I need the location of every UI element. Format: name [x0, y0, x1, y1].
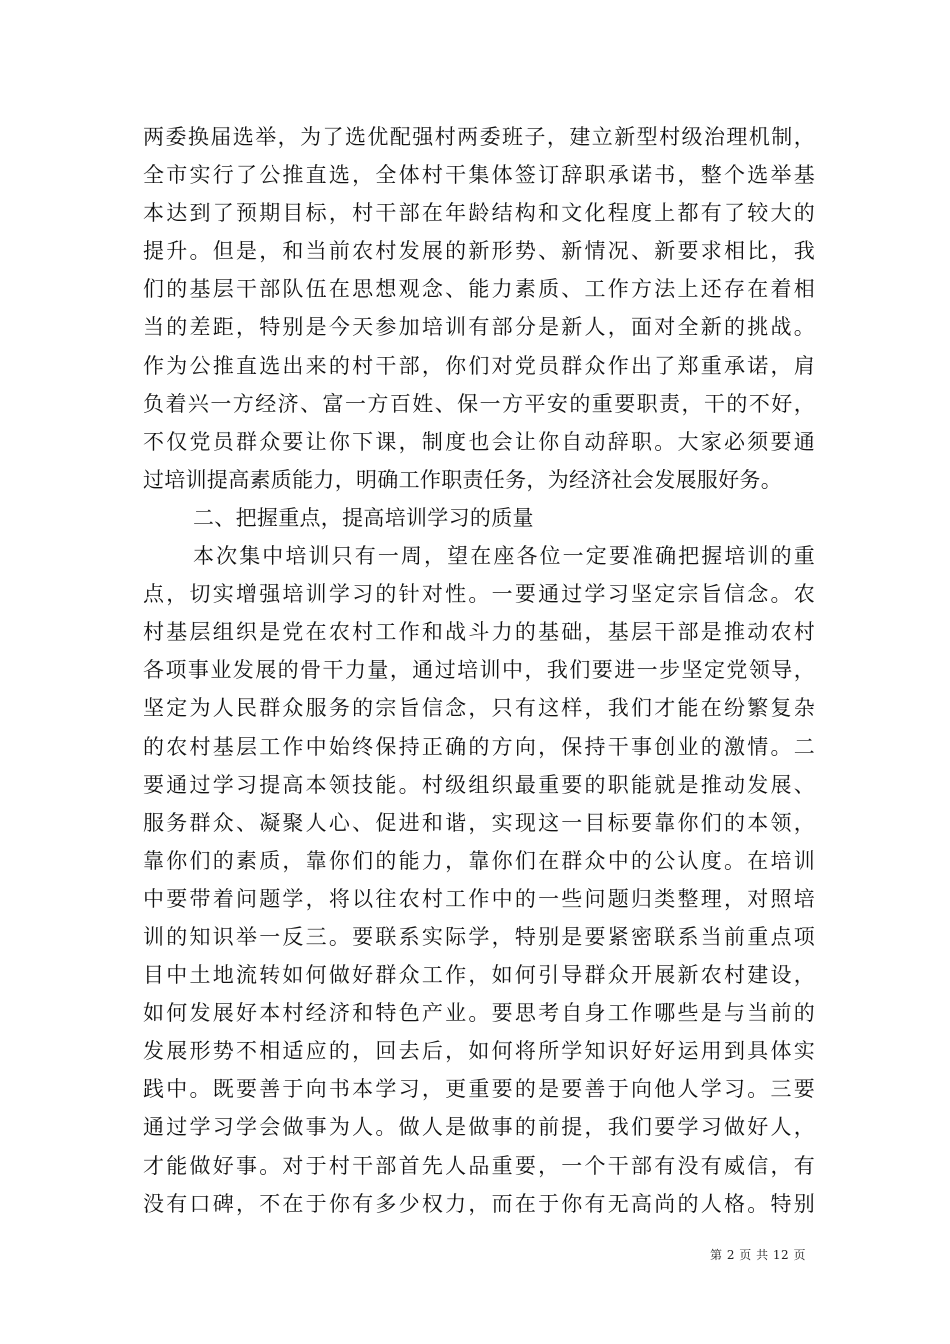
text-line: 本达到了预期目标，村干部在年龄结构和文化程度上都有了较大的 — [143, 201, 815, 226]
text-line: 才能做好事。对于村干部首先人品重要，一个干部有没有威信，有 — [143, 1153, 815, 1178]
text-line: 中要带着问题学，将以往农村工作中的一些问题归类整理，对照培 — [143, 886, 815, 911]
text-line: 要通过学习提高本领技能。村级组织最重要的职能就是推动发展、 — [143, 772, 815, 797]
text-line: 如何发展好本村经济和特色产业。要思考自身工作哪些是与当前的 — [143, 1001, 815, 1026]
text-line: 们的基层干部队伍在思想观念、能力素质、工作方法上还存在着相 — [143, 277, 815, 302]
text-line: 当的差距，特别是今天参加培训有部分是新人，面对全新的挑战。 — [143, 315, 815, 340]
text-line: 通过学习学会做事为人。做人是做事的前提，我们要学习做好人， — [143, 1115, 815, 1140]
text-line: 村基层组织是党在农村工作和战斗力的基础，基层干部是推动农村 — [143, 620, 815, 645]
text-line: 全市实行了公推直选，全体村干集体签订辞职承诺书，整个选举基 — [143, 163, 815, 188]
section-heading: 二、把握重点，提高培训学习的质量 — [193, 505, 534, 530]
text-line: 的农村基层工作中始终保持正确的方向，保持干事创业的激情。二 — [143, 734, 815, 759]
text-line: 过培训提高素质能力，明确工作职责任务，为经济社会发展服好务。 — [143, 467, 782, 492]
text-line: 服务群众、凝聚人心、促进和谐，实现这一目标要靠你们的本领， — [143, 810, 815, 835]
text-line: 不仅党员群众要让你下课，制度也会让你自动辞职。大家必须要通 — [143, 429, 815, 454]
page-number-footer: 第 2 页 共 12 页 — [710, 1248, 806, 1262]
text-line: 两委换届选举，为了选优配强村两委班子，建立新型村级治理机制， — [143, 125, 815, 149]
text-line: 没有口碑，不在于你有多少权力，而在于你有无高尚的人格。特别 — [143, 1191, 815, 1216]
text-line: 点，切实增强培训学习的针对性。一要通过学习坚定宗旨信念。农 — [143, 582, 815, 607]
text-line: 坚定为人民群众服务的宗旨信念，只有这样，我们才能在纷繁复杂 — [143, 696, 815, 721]
text-line: 践中。既要善于向书本学习，更重要的是要善于向他人学习。三要 — [143, 1077, 815, 1102]
text-line: 训的知识举一反三。要联系实际学，特别是要紧密联系当前重点项 — [143, 924, 815, 949]
text-line: 发展形势不相适应的，回去后，如何将所学知识好好运用到具体实 — [143, 1039, 815, 1064]
text-line: 负着兴一方经济、富一方百姓、保一方平安的重要职责，干的不好， — [143, 391, 815, 416]
body-text — [143, 118, 815, 1223]
text-line: 靠你们的素质，靠你们的能力，靠你们在群众中的公认度。在培训 — [143, 848, 815, 873]
text-line: 各项事业发展的骨干力量，通过培训中，我们要进一步坚定党领导， — [143, 658, 815, 683]
text-line: 目中土地流转如何做好群众工作，如何引导群众开展新农村建设， — [143, 963, 815, 988]
text-line: 作为公推直选出来的村干部，你们对党员群众作出了郑重承诺，肩 — [143, 353, 815, 378]
text-line: 提升。但是，和当前农村发展的新形势、新情况、新要求相比，我 — [143, 239, 815, 264]
text-line: 本次集中培训只有一周，望在座各位一定要准确把握培训的重 — [193, 544, 815, 569]
